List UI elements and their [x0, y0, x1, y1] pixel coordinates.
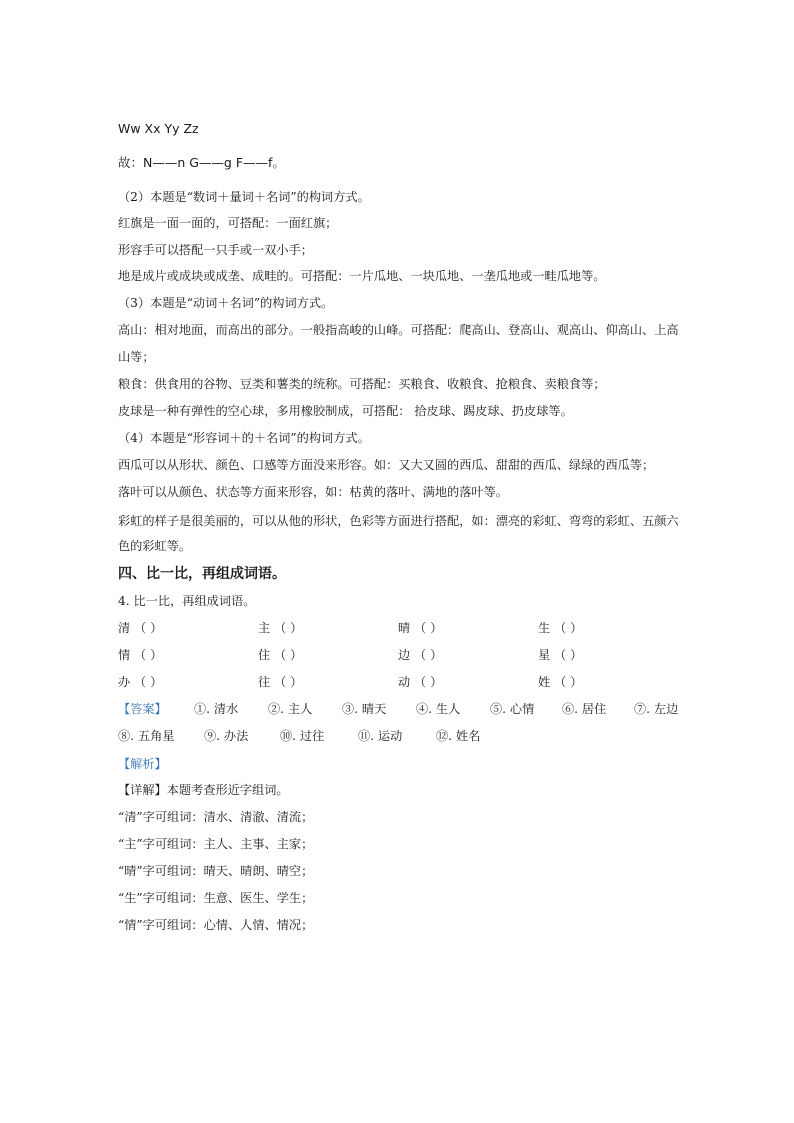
- explanation-line: 山等；: [118, 350, 155, 364]
- explanation-line: （3）本题是“动词＋名词”的构词方式。: [118, 296, 334, 310]
- answer-item: ⑤. 心情: [490, 702, 535, 716]
- explanation-line: （2）本题是“数词＋量词＋名词”的构词方式。: [118, 190, 370, 204]
- conclusion-line: 故：N——n G——g F——f。: [118, 155, 285, 170]
- analysis-line: “主”字可组词：主人、主事、主家；: [118, 837, 314, 851]
- grid-cell: 动 （ ）: [398, 675, 443, 689]
- answer-item: ②. 主人: [268, 702, 313, 716]
- analysis-line: 【详解】本题考查形近字组词。: [118, 783, 289, 797]
- answer-item: ⑥. 居住: [562, 702, 607, 716]
- explanation-line: 粮食：供食用的谷物、豆类和薯类的统称。可搭配：买粮食、收粮食、抢粮食、卖粮食等；: [118, 377, 606, 391]
- grid-cell: 主 （ ）: [258, 621, 303, 635]
- grid-cell: 往 （ ）: [258, 675, 303, 689]
- grid-cell: 姓 （ ）: [538, 675, 583, 689]
- explanation-line: 高山：相对地面，而高出的部分。一般指高峻的山峰。可搭配：爬高山、登高山、观高山、仰高山、上高: [118, 323, 679, 337]
- explanation-line: 地是成片或成块或成垄、成畦的。可搭配：一片瓜地、一块瓜地、一垄瓜地或一畦瓜地等。: [118, 269, 606, 283]
- answer-item: ④. 生人: [416, 702, 461, 716]
- grid-cell: 住 （ ）: [258, 648, 303, 662]
- analysis-line: “情”字可组词：心情、人情、情况；: [118, 918, 314, 932]
- answer-item: ⑪. 运动: [358, 729, 403, 743]
- grid-cell: 办 （ ）: [118, 675, 163, 689]
- explanation-line: 彩虹的样子是很美丽的，可以从他的形状，色彩等方面进行搭配，如：漂亮的彩虹、弯弯的彩虹、五颜六: [118, 514, 679, 528]
- analysis-line: “清”字可组词：清水、清澈、清流；: [118, 810, 314, 824]
- analysis-line: “生”字可组词：生意、医生、学生；: [118, 891, 314, 905]
- section-heading: 四、比一比，再组成词语。: [118, 566, 286, 582]
- grid-cell: 边 （ ）: [398, 648, 443, 662]
- grid-cell: 晴 （ ）: [398, 621, 443, 635]
- answer-item: ③. 晴天: [342, 702, 387, 716]
- analysis-label: 【解析】: [118, 757, 167, 771]
- answer-item: ⑨. 办法: [204, 729, 249, 743]
- analysis-line: “晴”字可组词：晴天、晴朗、晴空；: [118, 864, 314, 878]
- grid-cell: 星 （ ）: [538, 648, 583, 662]
- explanation-line: （4）本题是“形容词＋的＋名词”的构词方式。: [118, 431, 370, 445]
- grid-cell: 生 （ ）: [538, 621, 583, 635]
- answer-item: ⑫. 姓名: [436, 729, 481, 743]
- explanation-line: 色的彩虹等。: [118, 539, 192, 553]
- answer-label: 【答案】: [118, 702, 167, 716]
- question-line: 4. 比一比，再组成词语。: [118, 594, 256, 608]
- explanation-line: 皮球是一种有弹性的空心球，多用橡胶制成，可搭配： 拾皮球、踢皮球、扔皮球等。: [118, 404, 573, 418]
- answer-item: ⑧. 五角星: [118, 729, 175, 743]
- explanation-line: 西瓜可以从形状、颜色、口感等方面没来形容。如：又大又圆的西瓜、甜甜的西瓜、绿绿的西瓜等；: [118, 458, 655, 472]
- explanation-line: 落叶可以从颜色、状态等方面来形容，如：枯黄的落叶、满地的落叶等。: [118, 485, 508, 499]
- grid-cell: 清 （ ）: [118, 621, 163, 635]
- grid-cell: 情 （ ）: [118, 648, 163, 662]
- answer-item: ⑩. 过往: [280, 729, 325, 743]
- answer-item: ⑦. 左边: [634, 702, 679, 716]
- alphabet-line: Ww Xx Yy Zz: [118, 121, 199, 136]
- explanation-line: 形容手可以搭配一只手或一双小手；: [118, 243, 313, 257]
- answer-item: ①. 清水: [194, 702, 239, 716]
- explanation-line: 红旗是一面一面的，可搭配：一面红旗；: [118, 216, 338, 230]
